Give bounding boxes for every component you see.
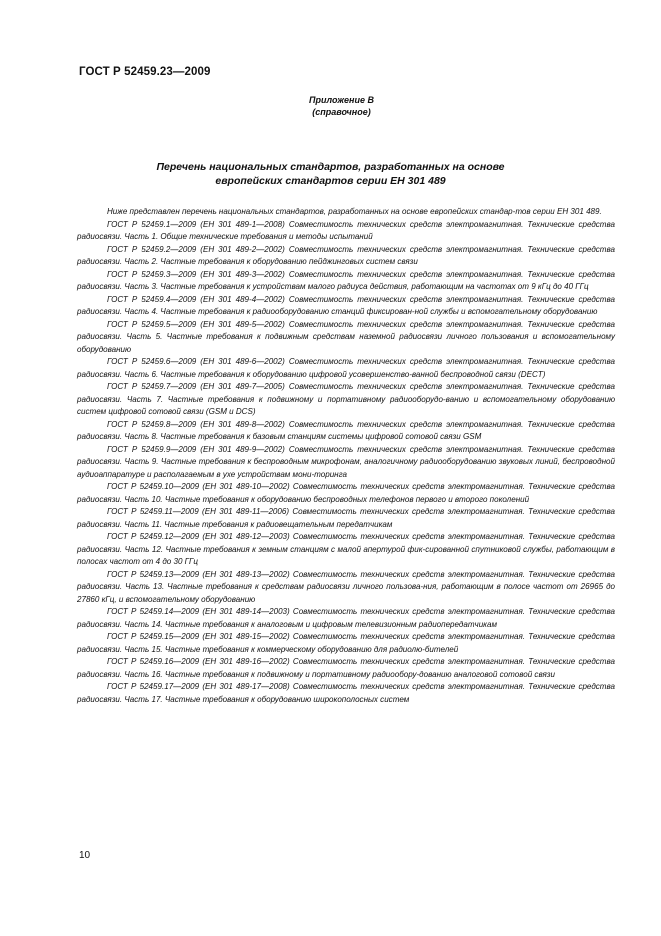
standard-entry: ГОСТ Р 52459.8—2009 (ЕН 301 489-8—2002) Совместимость технических средств электромагнитная. Технические средства радиосвязи. Часть 8. Частные требования к базовым станциям системы цифровой сотовой связи GSM (77, 419, 615, 441)
standard-entry: ГОСТ Р 52459.9—2009 (ЕН 301 489-9—2002) Совместимость технических средств электромагнитная. Технические средства радиосвязи. Часть 9. Частные требования к беспроводным микрофонам, аналогичному радиооборудованию звуковых линий, беспроводной аудиоаппаратуре и располагаемым в ухе устройствам мони-торинга (77, 444, 615, 479)
section-title (0, 160, 661, 188)
appendix-heading (0, 94, 661, 118)
standard-entry: ГОСТ Р 52459.16—2009 (ЕН 301 489-16—2002) Совместимость технических средств электромагнитная. Технические средства радиосвязи. Часть 16. Частные требования к подвижному и портативному радиообору-дованию аналоговой сотовой связи (77, 657, 615, 679)
standard-entry: ГОСТ Р 52459.10—2009 (ЕН 301 489-10—2002) Совместимость технических средств электромагнитная. Технические средства радиосвязи. Часть 10. Частные требования к оборудованию беспроводных телефонов первого и второго поколений (77, 482, 615, 504)
standard-entry: ГОСТ Р 52459.7—2009 (ЕН 301 489-7—2005) Совместимость технических средств электромагнитная. Технические средства радиосвязи. Часть 7. Частные требования к подвижному и портативному радиооборудо-ванию и вспомогательному оборудованию систем цифровой сотовой связи (GSM и DCS) (77, 382, 615, 416)
standard-entry: ГОСТ Р 52459.1—2009 (ЕН 301 489-1—2008) Совместимость технических средств электромагнитная. Технические средства радиосвязи. Часть 1. Общие технические требования и методы испытаний (77, 219, 615, 241)
section-title-line-2: европейских стандартов серии ЕН 301 489 (215, 175, 446, 187)
standard-entry: ГОСТ Р 52459.2—2009 (ЕН 301 489-2—2002) Совместимость технических средств электромагнитная. Технические средства радиосвязи. Часть 2. Частные требования к оборудованию пейджинговых систем связи (77, 244, 615, 266)
standard-entry: ГОСТ Р 52459.5—2009 (ЕН 301 489-5—2002) Совместимость технических средств электромагнитная. Технические средства радиосвязи. Часть 5. Частные требования к подвижным средствам наземной радиосвязи личного пользования и вспомогательному оборудованию (77, 319, 615, 354)
standard-entry: ГОСТ Р 52459.6—2009 (ЕН 301 489-6—2002) Совместимость технических средств электромагнитная. Технические средства радиосвязи. Часть 6. Частные требования к оборудованию цифровой усовершенство-ванной беспроводной связи (DECT) (77, 357, 615, 379)
standard-entry: ГОСТ Р 52459.12—2009 (ЕН 301 489-12—2003) Совместимость технических средств электромагнитная. Технические средства радиосвязи. Часть 12. Частные требования к земным станциям с малой апертурой фик-сированной спутниковой службы, работающим в полосах частот от 4 до 30 ГГц (77, 532, 615, 566)
appendix-label: Приложение В (309, 95, 374, 105)
standard-entry: ГОСТ Р 52459.14—2009 (ЕН 301 489-14—2003) Совместимость технических средств электромагнитная. Технические средства радиосвязи. Часть 14. Частные требования к аналоговым и цифровым телевизионным радиопередатчикам (77, 607, 615, 629)
standard-entry: ГОСТ Р 52459.4—2009 (ЕН 301 489-4—2002) Совместимость технических средств электромагнитная. Технические средства радиосвязи. Часть 4. Частные требования к радиооборудованию станций фиксирован-ной службы и вспомогательному оборудованию (77, 294, 615, 316)
standard-entry: ГОСТ Р 52459.3—2009 (ЕН 301 489-3—2002) Совместимость технических средств электромагнитная. Технические средства радиосвязи. Часть 3. Частные требования к устройствам малого радиуса действия, работающим на частотах от 9 кГц до 40 ГГц (77, 269, 615, 291)
page-number: 10 (79, 850, 91, 861)
section-title-line-1: Перечень национальных стандартов, разработанных на основе (156, 161, 505, 173)
standards-list (77, 206, 615, 706)
document-code: ГОСТ Р 52459.23—2009 (79, 66, 211, 78)
standard-entry: ГОСТ Р 52459.11—2009 (ЕН 301 489-11—2006) Совместимость технических средств электромагнитная. Технические средства радиосвязи. Часть 11. Частные требования к радиовещательным передатчикам (77, 507, 615, 529)
standard-entry: ГОСТ Р 52459.15—2009 (ЕН 301 489-15—2002) Совместимость технических средств электромагнитная. Технические средства радиосвязи. Часть 15. Частные требования к коммерческому оборудованию для радиолю-бителей (77, 632, 615, 654)
appendix-type: (справочное) (312, 107, 371, 117)
standard-entry: ГОСТ Р 52459.17—2009 (ЕН 301 489-17—2008) Совместимость технических средств электромагнитная. Технические средства радиосвязи. Часть 17. Частные требования к оборудованию широкополосных систем (77, 682, 615, 704)
standard-entry: ГОСТ Р 52459.13—2009 (ЕН 301 489-13—2002) Совместимость технических средств электромагнитная. Технические средства радиосвязи. Часть 13. Частные требования к средствам радиосвязи личного пользова-ния, работающим в полосе частот от 26965 до 27860 кГц, и вспомогательному оборудованию (77, 569, 615, 604)
intro-paragraph: Ниже представлен перечень национальных стандартов, разработанных на основе европейских стандар-тов серии ЕН 301 489. (107, 207, 602, 216)
